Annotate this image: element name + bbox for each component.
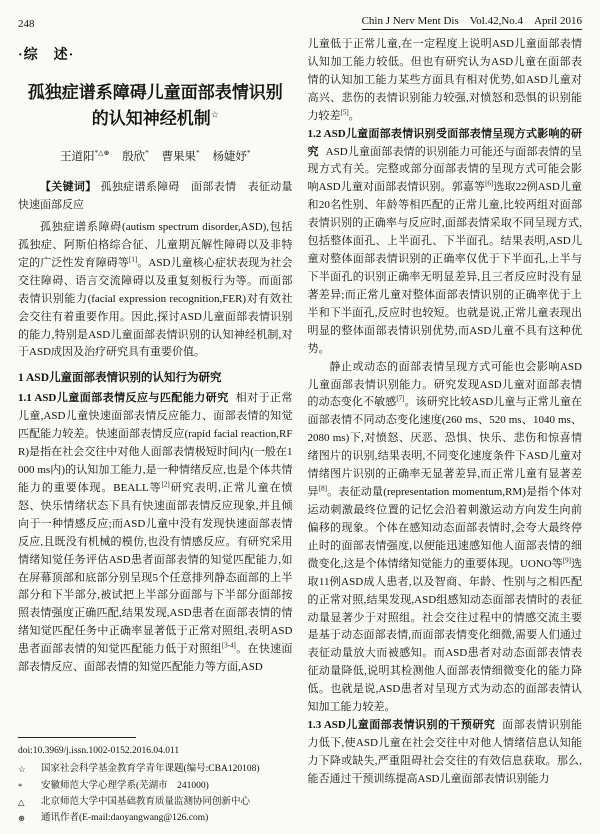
title-line-1: 孤独症谱系障碍儿童面部表情识别	[27, 83, 283, 102]
author	[60, 148, 110, 163]
footnote-rule	[18, 737, 136, 738]
footnote-item	[18, 761, 293, 777]
author-affiliation-mark: *△⊛	[94, 148, 110, 157]
section-1-3-paragraph	[308, 717, 583, 789]
intro-paragraph: 孤独症谱系障碍(autism spectrum disorder,ASD),包括孤独症、阿斯伯格综合征、儿童期瓦解性障碍以及非特定的广泛性发育障碍等[1]。ASD儿童核心症状表现为社会交往障碍、语言交流障碍以及重复刻板行为等。而面部表情识别能力(facial expression recognition,FER)对有效社会交往有着重要作用。因此,探讨ASD儿童面部表情识别的能力,特别是ASD儿童面部表情识别的认知神经机制,对于ASD成因及治疗研究具有重要价值。	[18, 220, 293, 359]
article-title	[18, 80, 293, 133]
section-1-3-label: 1.3 ASD儿童面部表情识别的干预研究	[307, 719, 496, 732]
author	[122, 148, 149, 163]
keywords-label: 【关键词】	[40, 180, 97, 193]
section-1-3-text: 面部表情识别能力低下,使ASD儿童在社会交往中对他人情绪信息认知能力下降或缺失,严重阻碍社会交往的有效信息获取。那么,能否通过干预训练提高ASD儿童面部表情识别能力	[307, 719, 582, 785]
title-line-2: 的认知神经机制	[91, 109, 211, 129]
section-1-1-text: 相对于正常儿童,ASD儿童快速面部表情反应能力、面部表情的知觉匹配能力较差。快速面部表情反应(rapid facial reaction,RFR)是指在社会交往中对他人面部表情极短时间内(一般在1000 ms内)的认知加工能力,是一种情绪反应,也是个体共情能力的重要体现。BEALL等[2]研究表明,正常儿童在愤怒、快乐情绪状态下具有快速面部表情反应现象,并且倾向于一种情感反应;而ASD儿童中没有发现快速面部表情反应,且既没有机械的模仿,也没有情感反应。有研究采用情绪知觉任务评估ASD患者面部表情的知觉匹配能力,如在屏幕顶部和底部分别呈现5个任意排列静态面部的上半部分和下半部分,被试把上半部分面部与下半部分面部按照表情强度正确匹配,结果发现,ASD患者在面部表情的情绪知觉匹配任务中正确率显著低于正常对照组,表明ASD患者面部表情的知觉匹配能力低于对照组[3-4]。在快速面部表情反应、面部表情的知觉匹配能力等方面,ASD	[18, 392, 293, 674]
author-name: 曹果果	[161, 150, 197, 163]
footnote-text: 通讯作者(E-mail:daoyangwang@126.com)	[41, 812, 209, 823]
section-1-1-paragraph	[18, 390, 293, 677]
author	[161, 148, 200, 163]
footnote-marker: *	[18, 780, 23, 791]
author-affiliation-mark: *	[196, 148, 200, 157]
keywords-terms: 孤独症谱系障碍 面部表情 表征动量 快速面部反应	[18, 180, 304, 211]
author-affiliation-mark: *	[145, 148, 149, 157]
footnote-text: 安徽师范大学心理学系(芜湖市 241000)	[41, 780, 209, 791]
footnote-marker: ☆	[18, 764, 26, 775]
section-1-heading: 1 ASD儿童面部表情识别的认知行为研究	[18, 372, 222, 385]
footnote-item	[18, 810, 293, 826]
keywords-line	[18, 178, 304, 214]
footnote-marker: △	[18, 796, 25, 807]
continuation-paragraph: 儿童低于正常儿童,在一定程度上说明ASD儿童面部表情认知加工能力较低。但也有研究认为ASD儿童在面部表情的认知加工能力某些方面具有相对优势,如ASD儿童对高兴、悲伤的表情识别能力较强,对愤怒和恐惧的识别能力较差[5]。	[307, 38, 582, 122]
section-1-2-paragraph	[308, 126, 583, 359]
title-funding-mark: ☆	[210, 109, 219, 120]
author-name: 殷欣	[122, 150, 146, 163]
page-header	[18, 12, 582, 30]
doi-line: doi:10.3969/j.issn.1002-0152.2016.04.011	[18, 746, 180, 757]
journal-header: Chin J Nerv Ment Dis Vol.42,No.4 April 2016	[362, 12, 582, 30]
footnote-marker: ⊛	[18, 812, 26, 823]
footnote-item	[18, 778, 293, 794]
section-1-2-text: ASD儿童面部表情的识别能力可能还与面部表情的呈现方式有关。完整或部分面部表情的呈现方式可能会影响ASD儿童对面部表情识别。郭嘉等[6]选取22例ASD儿童和20名性别、年龄等相匹配的正常儿童,比较两组对面部表情识别的正确率与反应时,面部表情采取不同呈现方式,包括整体面孔、上半面孔、下半面孔。结果表明,ASD儿童对整体面部表情识别的正确率仅优于下半面孔,上半与下半面孔的识别正确率无明显差异,且三者反应时没有显著差异;而正常儿童对整体面部表情识别的正确率优于上半和下半面孔,反应时也较短。也就是说,正常儿童表现出明显的整体面部表情识别优势,而ASD儿童不具有这种优势。	[307, 145, 583, 355]
left-column	[18, 36, 304, 826]
dynamic-expression-paragraph: 静止或动态的面部表情呈现方式可能也会影响ASD儿童面部表情识别能力。研究发现ASD儿童对面部表情的动态变化不敏感[7]。该研究比较ASD儿童与正常儿童在面部表情不同动态变化速度(260 ms、520 ms、1040 ms、2080 ms)下,对愤怒、厌恶、恐惧、快乐、悲伤和惊喜情绪图片的识别,结果表明,不同变化速度条件下ASD儿童对情绪图片识别的正确率无显著差异,而正常儿童有显著差异[8]。表征动量(representation momentum,RM)是指个体对运动刺激最终位置的记忆会沿着刺激运动方向发生向前偏移的现象。个体在感知动态面部表情时,会夸大最终停止时的面部表情强度,以便能迅速感知他人面部表情的细微变化,这是个体情绪知觉能力的重要体现。UONO等[9]选取11例ASD成人患者,以及智商、年龄、性别与之相匹配的正常对照,结果发现,ASD组感知动态面部表情时的表征动量显著少于对照组。社会交往过程中的情感交流主要是基于动态面部表情,而面部表情变化细微,需要人们通过表征动量放大而被感知。而ASD患者对动态面部表情表征动量降低,说明其检测他人面部表情细微变化的能力降低。也就是说,ASD患者对呈现方式为动态的面部表情认知加工能力较差。	[307, 360, 583, 714]
section-1-2-label: 1.2 ASD儿童面部表情识别受面部表情呈现方式影响的研究	[307, 127, 582, 158]
right-column	[308, 36, 583, 826]
footnotes-block	[18, 737, 293, 826]
footnote-text: 国家社会科学基金教育学青年课题(编号:CBA120108)	[41, 764, 260, 775]
author	[212, 148, 251, 163]
author-list	[18, 148, 293, 164]
column-type-label: ·综 述·	[18, 48, 75, 63]
footnote-text: 北京师范大学中国基础教育质量监测协同创新中心	[41, 796, 251, 807]
page-number: 248	[18, 18, 35, 30]
section-1-1-label: 1.1 ASD儿童面部表情反应与匹配能力研究	[18, 392, 229, 405]
author-name: 杨婕妤	[212, 150, 247, 163]
author-name: 王道阳	[60, 150, 95, 163]
footnote-item	[18, 794, 293, 810]
two-column-layout	[18, 36, 582, 826]
author-affiliation-mark: *	[246, 148, 251, 157]
